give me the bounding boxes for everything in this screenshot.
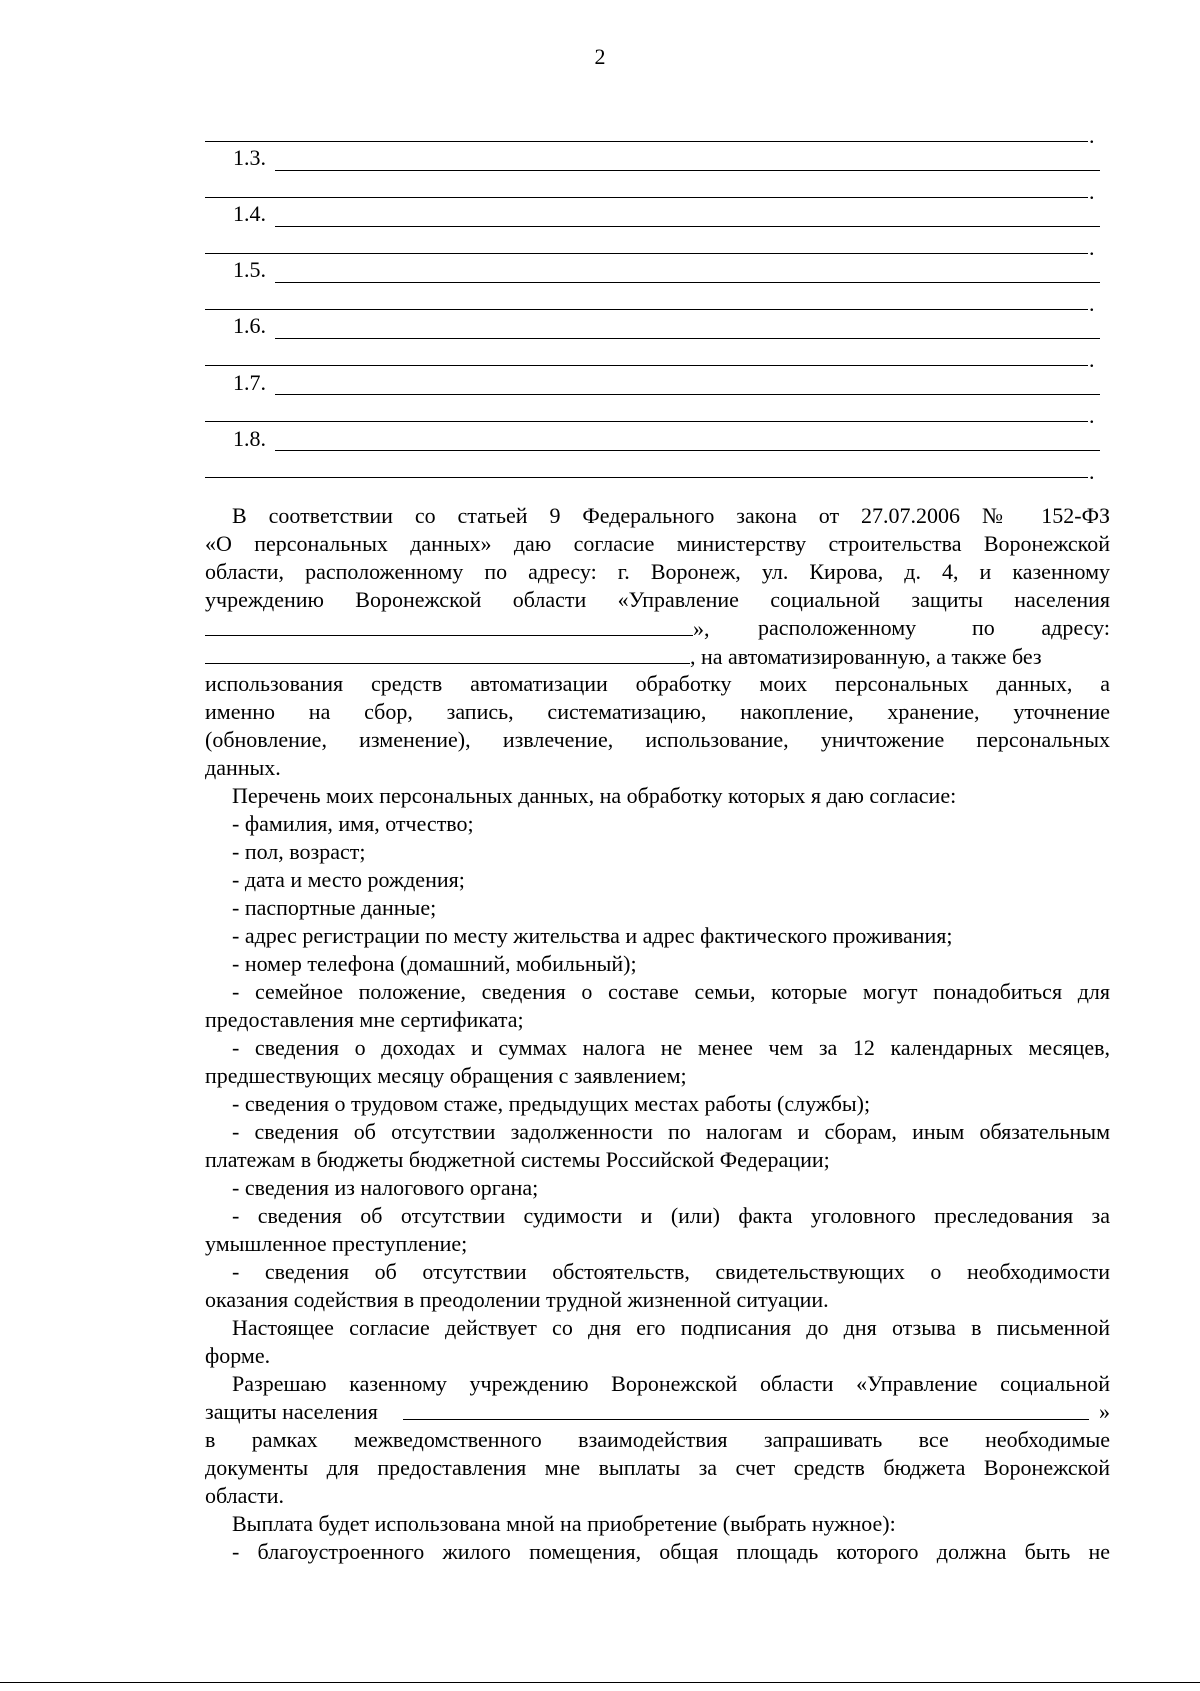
item-label: 1.6. — [233, 313, 266, 338]
item-label: 1.8. — [233, 426, 266, 451]
input-line[interactable] — [275, 394, 1100, 395]
input-line[interactable] — [205, 197, 1088, 198]
list-item-cont: платежам в бюджеты бюджетной системы Российской Федерации; — [205, 1147, 830, 1172]
item-label: 1.3. — [233, 145, 266, 170]
consent-line — [205, 615, 1110, 642]
consent-line: (обновление, изменение), извлечение, использование, уничтожение персональных — [205, 727, 1110, 752]
payment-line: Выплата будет использована мной на приобретение (выбрать нужное): — [232, 1511, 896, 1536]
list-item: - фамилия, имя, отчество; — [232, 811, 474, 836]
input-line[interactable] — [205, 253, 1088, 254]
consent-line — [205, 643, 1110, 670]
line-end-dot: . — [1089, 403, 1095, 428]
list-intro: Перечень моих персональных данных, на обработку которых я даю согласие: — [232, 783, 957, 808]
consent-word: расположенному — [758, 615, 917, 640]
item-label: 1.5. — [233, 257, 266, 282]
input-line[interactable] — [275, 450, 1100, 451]
validity-line: Настоящее согласие действует со дня его подписания до дня отзыва в письменной — [232, 1315, 1110, 1340]
permission-line: области. — [205, 1483, 285, 1508]
consent-text: , на автоматизированную, а также без — [690, 644, 1042, 669]
permission-line: документы для предоставления мне выплаты за счет средств бюджета Воронежской — [205, 1455, 1110, 1480]
usz-name-blank[interactable] — [205, 615, 693, 636]
line-end-dot: . — [1089, 123, 1095, 148]
consent-word: адресу: — [1041, 615, 1110, 640]
list-item: - номер телефона (домашний, мобильный); — [232, 951, 637, 976]
usz-name-blank[interactable] — [403, 1399, 1089, 1420]
page-number: 2 — [594, 44, 606, 69]
input-line[interactable] — [275, 338, 1100, 339]
validity-line: форме. — [205, 1343, 271, 1368]
list-item: - сведения о трудовом стаже, предыдущих местах работы (службы); — [232, 1091, 871, 1116]
consent-line: области, расположенному по адресу: г. Воронеж, ул. Кирова, д. 4, и казенному — [205, 559, 1110, 584]
consent-line: учреждению Воронежской области «Управление социальной защиты населения — [205, 587, 1110, 612]
payment-line: - благоустроенного жилого помещения, общая площадь которого должна быть не — [232, 1539, 1110, 1564]
line-end-dot: . — [1089, 347, 1095, 372]
quote-close: », — [693, 616, 710, 641]
list-item: - дата и место рождения; — [232, 867, 465, 892]
input-line[interactable] — [205, 365, 1088, 366]
line-end-dot: . — [1089, 291, 1095, 316]
permission-line — [205, 1399, 1110, 1425]
list-item: - сведения об отсутствии обстоятельств, свидетельствующих о необходимости — [232, 1259, 1110, 1284]
line-end-dot: . — [1089, 235, 1095, 260]
input-line[interactable] — [275, 226, 1100, 227]
list-item-cont: оказания содействия в преодолении трудной жизненной ситуации. — [205, 1287, 829, 1312]
permission-line: Разрешаю казенному учреждению Воронежской области «Управление социальной — [232, 1371, 1110, 1396]
consent-line: «О персональных данных» даю согласие министерству строительства Воронежской — [205, 531, 1110, 556]
item-label: 1.4. — [233, 201, 266, 226]
list-item-cont: предшествующих месяцу обращения с заявлением; — [205, 1063, 687, 1088]
line-end-dot: . — [1089, 179, 1095, 204]
input-line[interactable] — [275, 282, 1100, 283]
list-item: - сведения об отсутствии задолженности по налогам и сборам, иным обязательным — [232, 1119, 1110, 1144]
list-item: - пол, возраст; — [232, 839, 366, 864]
input-line[interactable] — [275, 170, 1100, 171]
list-item: - сведения об отсутствии судимости и (или) факта уголовного преследования за — [232, 1203, 1110, 1228]
consent-line: использования средств автоматизации обработку моих персональных данных, а — [205, 671, 1110, 696]
usz-address-blank[interactable] — [205, 643, 690, 664]
input-line[interactable] — [205, 309, 1088, 310]
consent-line: данных. — [205, 755, 281, 780]
list-item: - сведения из налогового органа; — [232, 1175, 539, 1200]
list-item: - паспортные данные; — [232, 895, 437, 920]
item-label: 1.7. — [233, 370, 266, 395]
line-end-dot: . — [1089, 459, 1095, 484]
list-item-cont: умышленное преступление; — [205, 1231, 468, 1256]
consent-word: по — [972, 615, 995, 640]
consent-line: именно на сбор, запись, систематизацию, накопление, хранение, уточнение — [205, 699, 1110, 724]
consent-line: В соответствии со статьей 9 Федерального закона от 27.07.2006 № 152-ФЗ — [232, 503, 1110, 528]
quote-close: » — [1099, 1399, 1110, 1424]
list-item: - сведения о доходах и суммах налога не менее чем за 12 календарных месяцев, — [232, 1035, 1110, 1060]
list-item: - адрес регистрации по месту жительства и адрес фактического проживания; — [232, 923, 953, 948]
list-item-cont: предоставления мне сертификата; — [205, 1007, 524, 1032]
input-line[interactable] — [205, 421, 1088, 422]
page-bottom-rule — [0, 1682, 1200, 1683]
permission-line: в рамках межведомственного взаимодействия запрашивать все необходимые — [205, 1427, 1110, 1452]
list-item: - семейное положение, сведения о составе семьи, которые могут понадобиться для — [232, 979, 1110, 1004]
permission-text: защиты населения — [205, 1399, 378, 1424]
input-line[interactable] — [205, 477, 1088, 478]
